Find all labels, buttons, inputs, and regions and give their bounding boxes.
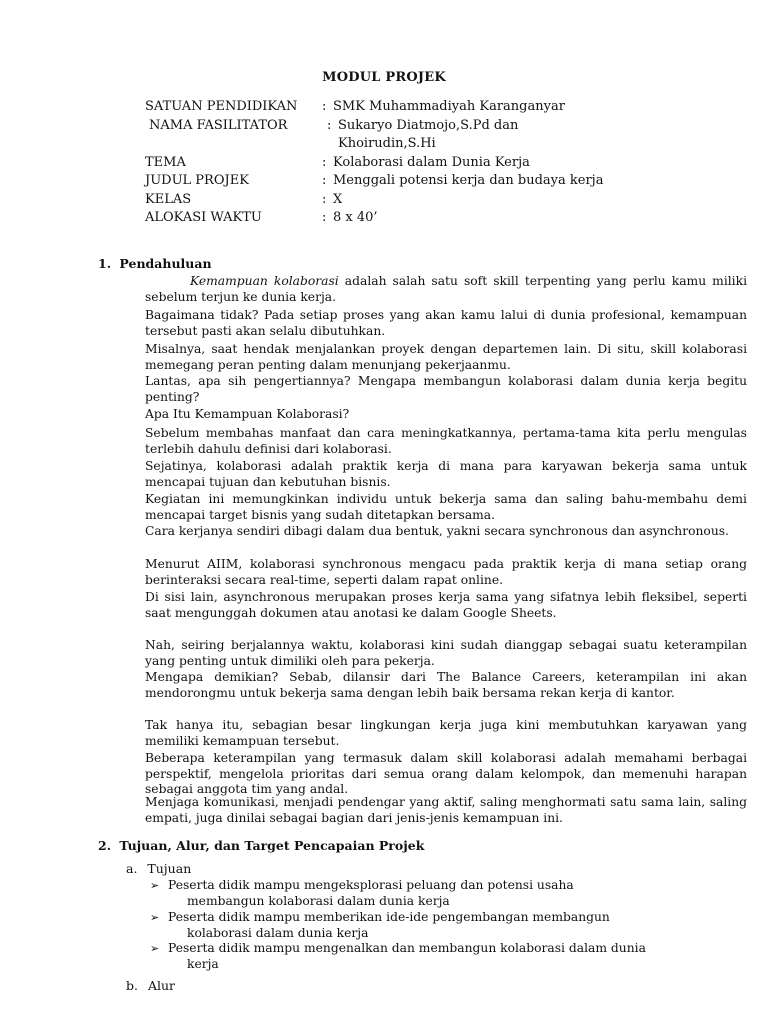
paragraph: Apa Itu Kemampuan Kolaborasi? <box>145 407 350 421</box>
arrow-bullet-icon: ➢ <box>150 879 160 892</box>
list-item-text: membangun kolaborasi dalam dunia kerja <box>187 893 450 908</box>
section-number: 2. <box>98 838 112 853</box>
paragraph <box>145 274 747 305</box>
section-2-heading <box>98 838 424 853</box>
emphasis-text: Kemampuan kolaborasi <box>190 274 339 288</box>
paragraph: Nah, seiring berjalannya waktu, kolaborasi kini sudah dianggap sebagai suatu keterampilan yang penting untuk dimiliki oleh para pekerja. <box>145 638 747 668</box>
subsection-label: Tujuan <box>147 861 192 876</box>
subsection-letter: a. <box>126 861 138 876</box>
paragraph: Kegiatan ini memungkinkan individu untuk bekerja sama dan saling bahu-membahu demi mencapai target bisnis yang sudah ditetapkan bersama. <box>145 492 747 522</box>
paragraph: Sejatinya, kolaborasi adalah praktik kerja di mana para karyawan bekerja sama untuk mencapai tujuan dan kebutuhan bisnis. <box>145 459 747 489</box>
meta-value: X <box>333 191 343 207</box>
list-item-text: Peserta didik mampu mengeksplorasi peluang dan potensi usaha <box>168 878 574 892</box>
arrow-bullet-icon: ➢ <box>150 911 160 924</box>
paragraph: Mengapa demikian? Sebab, dilansir dari The Balance Careers, keterampilan ini akan mendorongmu untuk bekerja sama dengan lebih baik bersama rekan kerja di kantor. <box>145 670 747 700</box>
list-item-text: Peserta didik mampu memberikan ide-ide pengembangan membangun <box>168 910 610 924</box>
paragraph: Sebelum membahas manfaat dan cara meningkatkannya, pertama-tama kita perlu mengulas terlebih dahulu definisi dari kolaborasi. <box>145 426 747 456</box>
section-number: 1. <box>98 256 112 271</box>
section-title: Pendahuluan <box>119 256 212 271</box>
meta-label: JUDUL PROJEK <box>145 173 249 188</box>
list-item <box>150 941 750 972</box>
section-1-heading <box>98 256 212 271</box>
meta-value: Khoirudin,S.Hi <box>338 136 436 151</box>
subsection-letter: b. <box>126 978 138 993</box>
meta-value: SMK Muhammadiyah Karanganyar <box>333 99 565 114</box>
subsection-label: Alur <box>147 978 176 993</box>
paragraph: Cara kerjanya sendiri dibagi dalam dua bentuk, yakni secara synchronous dan asynchronous. <box>145 524 729 538</box>
paragraph: Menurut AIIM, kolaborasi synchronous mengacu pada praktik kerja di mana setiap orang berinteraksi secara real-time, seperti dalam rapat online. <box>145 557 747 587</box>
meta-label: ALOKASI WAKTU <box>145 210 262 225</box>
meta-label: KELAS <box>145 191 192 207</box>
list-item <box>150 878 750 909</box>
arrow-bullet-icon: ➢ <box>150 942 160 955</box>
paragraph: Beberapa keterampilan yang termasuk dalam skill kolaborasi adalah memahami berbagai perspektif, mengelola prioritas dari semua orang dalam kelompok, dan memenuhi harapan sebagai anggota tim yang andal. <box>145 751 747 797</box>
paragraph: Lantas, apa sih pengertiannya? Mengapa membangun kolaborasi dalam dunia kerja begitu penting? <box>145 374 747 404</box>
meta-value: 8 x 40’ <box>333 210 378 225</box>
meta-colon: : <box>322 210 327 225</box>
paragraph: Di sisi lain, asynchronous merupakan proses kerja sama yang sifatnya lebih fleksibel, seperti saat mengunggah dokumen atau anotasi ke dalam Google Sheets. <box>145 590 747 620</box>
meta-colon: : <box>327 117 332 133</box>
subsection-a <box>126 861 191 876</box>
paragraph: Tak hanya itu, sebagian besar lingkungan kerja juga kini membutuhkan karyawan yang memiliki kemampuan tersebut. <box>145 718 747 748</box>
meta-label: NAMA FASILITATOR <box>149 117 288 133</box>
section-title: Tujuan, Alur, dan Target Pencapaian Projek <box>119 838 425 853</box>
paragraph-text: adalah salah satu soft skill terpenting yang perlu kamu miliki sebelum terjun ke dunia kerja. <box>145 274 748 304</box>
paragraph: Menjaga komunikasi, menjadi pendengar yang aktif, saling menghormati satu sama lain, saling empati, juga dinilai sebagai bagian dari jenis-jenis kemampuan ini. <box>145 795 747 825</box>
meta-colon: : <box>322 154 327 170</box>
meta-colon: : <box>322 173 327 188</box>
meta-colon: : <box>322 191 327 207</box>
meta-label: TEMA <box>145 154 186 170</box>
meta-colon: : <box>322 99 327 114</box>
meta-label: SATUAN PENDIDIKAN <box>145 99 298 114</box>
page-title: MODUL PROJEK <box>322 70 446 85</box>
meta-value: Sukaryo Diatmojo,S.Pd dan <box>338 117 519 133</box>
list-item <box>150 910 750 941</box>
list-item-text: kerja <box>187 956 219 971</box>
paragraph: Misalnya, saat hendak menjalankan proyek dengan departemen lain. Di situ, skill kolaborasi memegang peran penting dalam menunjang pekerjaanmu. <box>145 342 747 372</box>
paragraph: Bagaimana tidak? Pada setiap proses yang akan kamu lalui di dunia profesional, kemampuan tersebut pasti akan selalu dibutuhkan. <box>145 308 747 338</box>
list-item-text: kolaborasi dalam dunia kerja <box>187 925 369 940</box>
meta-value: Menggali potensi kerja dan budaya kerja <box>333 173 604 188</box>
subsection-b <box>126 978 175 993</box>
list-item-text: Peserta didik mampu mengenalkan dan membangun kolaborasi dalam dunia <box>168 941 646 955</box>
meta-value: Kolaborasi dalam Dunia Kerja <box>333 154 530 170</box>
